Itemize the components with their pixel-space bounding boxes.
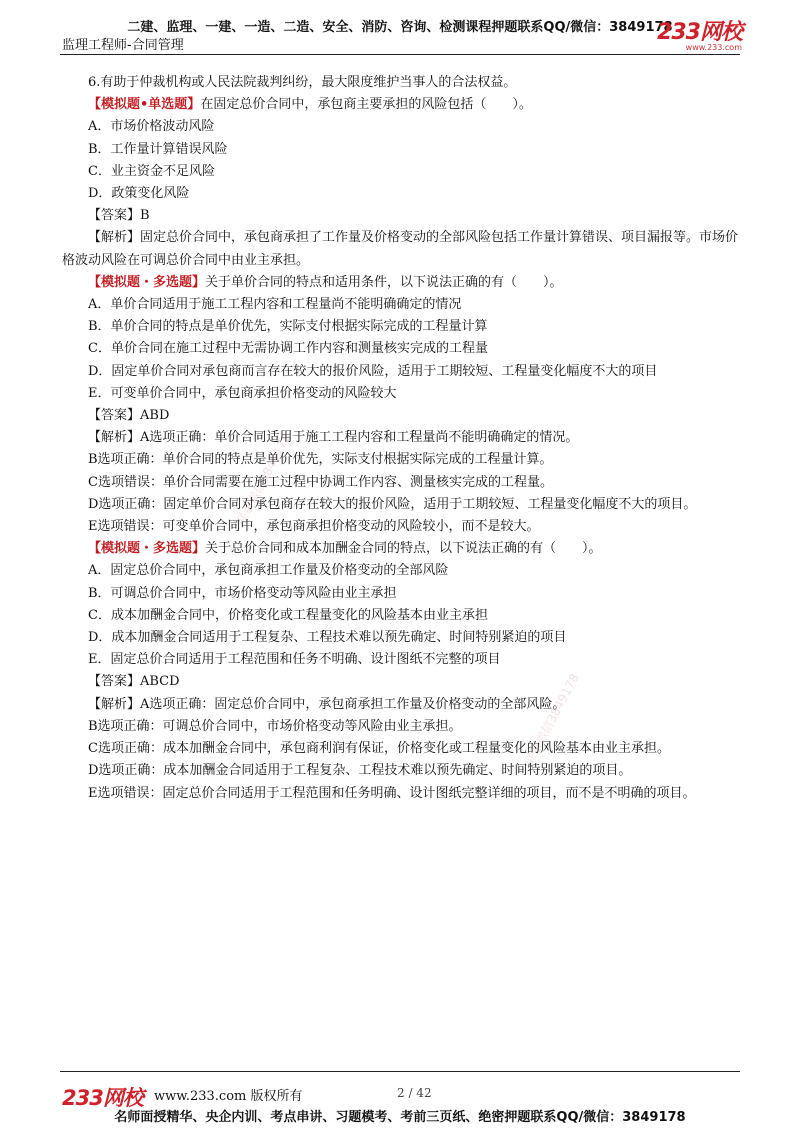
paragraph: [62, 783, 742, 805]
paragraph: [62, 538, 742, 560]
paragraph: [62, 227, 742, 271]
paragraph-text: C选项正确：成本加酬金合同中，承包商利润有保证，价格变化或工程量变化的风险基本由业主承担。: [88, 741, 670, 757]
paragraph-text: E．固定总价合同适用于工程范围和任务不明确、设计图纸不完整的项目: [88, 652, 501, 668]
paragraph-text: A．固定总价合同中，承包商承担工作量及价格变动的全部风险: [88, 563, 449, 579]
paragraph: [62, 627, 742, 649]
paragraph: [62, 427, 742, 449]
paragraph-text: C．单价合同在施工过程中无需协调工作内容和测量核实完成的工程量: [88, 341, 488, 357]
paragraph-text: E．可变单价合同中，承包商承担价格变动的风险较大: [88, 385, 397, 401]
header-divider: [60, 54, 740, 55]
page-number: 2 / 42: [397, 1086, 432, 1100]
paragraph: [62, 494, 742, 516]
paragraph-text: 在固定总价合同中，承包商主要承担的风险包括（ ）。: [200, 97, 532, 113]
document-body: [62, 72, 742, 805]
paragraph: [62, 583, 742, 605]
paragraph-text: C选项错误：单价合同需要在施工过程中协调工作内容、测量核实完成的工程量。: [88, 474, 553, 490]
paragraph: [62, 671, 742, 693]
footer-promo: 名师面授精华、央企内训、考点串讲、习题模考、考前三页纸、绝密押题联系QQ/微信：3849178: [114, 1110, 686, 1125]
paragraph-text: D．固定单价合同对承包商而言存在较大的报价风险，适用于工期较短、工程量变化幅度不大的项目: [88, 363, 658, 379]
paragraph: [62, 272, 742, 294]
paragraph: [62, 72, 742, 94]
paragraph-text: E选项错误：固定总价合同适用于工程范围和任务明确、设计图纸完整详细的项目，而不是不明确的项目。: [88, 785, 696, 801]
paragraph: [62, 405, 742, 427]
paragraph: [62, 316, 742, 338]
paragraph: [62, 338, 742, 360]
paragraph-text: D选项正确：成本加酬金合同适用于工程复杂、工程技术难以预先确定、时间特别紧迫的项目。: [88, 763, 632, 779]
paragraph-text: 【解析】A选项正确：单价合同适用于施工工程内容和工程量尚不能明确确定的情况。: [88, 430, 579, 446]
paragraph: [62, 361, 742, 383]
paragraph-text: 【答案】ABCD: [88, 674, 180, 690]
header-promo: 二建、监理、一建、一造、二造、安全、消防、咨询、检测课程押题联系QQ/微信：3849178: [127, 20, 673, 35]
paragraph: [62, 383, 742, 405]
watermark: 联系微信3849178: [521, 671, 582, 768]
paragraph-text: B．单价合同的特点是单价优先，实际支付根据实际完成的工程量计算: [88, 319, 488, 335]
question-type-tag: 【模拟题・多选题】: [88, 274, 206, 290]
paragraph-text: D选项正确：固定单价合同对承包商存在较大的报价风险，适用于工期较短、工程量变化幅度不大的项目。: [88, 496, 697, 512]
question-type-tag: 【模拟题•单选题】: [88, 97, 201, 113]
paragraph-text: B．可调总价合同中，市场价格变动等风险由业主承担: [88, 585, 397, 601]
paragraph-text: B选项正确：单价合同的特点是单价优先，实际支付根据实际完成的工程量计算。: [88, 452, 553, 468]
paragraph: [62, 183, 742, 205]
paragraph-text: C．成本加酬金合同中，价格变化或工程量变化的风险基本由业主承担: [88, 607, 488, 623]
paragraph: [62, 760, 742, 782]
paragraph-text: 关于总价合同和成本加酬金合同的特点，以下说法正确的有（ ）。: [205, 541, 602, 557]
paragraph-text: B选项正确：可调总价合同中，市场价格变动等风险由业主承担。: [88, 718, 462, 734]
watermark: 联系微信3849178: [233, 431, 294, 528]
paragraph-text: 【解析】固定总价合同中，承包商承担了工作量及价格变动的全部风险包括工作量计算错误、项目漏报等。市场价格波动风险在可调总价合同中由业主承担。: [62, 230, 739, 268]
paragraph-text: B．工作量计算错误风险: [88, 141, 228, 157]
paragraph-text: 6.有助于仲裁机构或人民法院裁判纠纷，最大限度维护当事人的合法权益。: [88, 75, 517, 90]
paragraph: [62, 472, 742, 494]
paragraph: [62, 649, 742, 671]
footer-copyright: www.233.com 版权所有: [154, 1089, 303, 1104]
paragraph: [62, 116, 742, 138]
brand-logo-text: 233网校: [657, 20, 742, 45]
paragraph-text: D．成本加酬金合同适用于工程复杂、工程技术难以预先确定、时间特别紧迫的项目: [88, 630, 567, 646]
paragraph: [62, 738, 742, 760]
brand-logo-url: www.233.com: [685, 43, 742, 52]
paragraph: [62, 716, 742, 738]
paragraph: [62, 694, 742, 716]
paragraph: [62, 94, 742, 116]
paragraph: [62, 449, 742, 471]
paragraph-text: D．政策变化风险: [88, 186, 190, 202]
paragraph-text: 【答案】ABD: [88, 408, 170, 424]
paragraph: [62, 294, 742, 316]
paragraph: [62, 161, 742, 183]
question-type-tag: 【模拟题・多选题】: [88, 541, 206, 557]
paragraph-text: 关于单价合同的特点和适用条件，以下说法正确的有（ ）。: [205, 274, 563, 290]
footer-divider: [60, 1071, 740, 1072]
paragraph-text: A．单价合同适用于施工工程内容和工程量尚不能明确确定的情况: [88, 297, 462, 313]
paragraph-text: E选项错误：可变单价合同中，承包商承担价格变动的风险较小，而不是较大。: [88, 519, 540, 535]
paragraph: [62, 139, 742, 161]
paragraph: [62, 516, 742, 538]
paragraph-text: C．业主资金不足风险: [88, 163, 215, 179]
paragraph: [62, 605, 742, 627]
paragraph: [62, 205, 742, 227]
document-subtitle: 监理工程师-合同管理: [62, 38, 184, 53]
paragraph-text: 【解析】A选项正确：固定总价合同中，承包商承担工作量及价格变动的全部风险。: [88, 696, 566, 712]
footer-logo: 233网校: [62, 1086, 143, 1110]
paragraph-text: A．市场价格波动风险: [88, 119, 215, 135]
paragraph: [62, 560, 742, 582]
brand-logo: [657, 22, 742, 52]
paragraph-text: 【答案】B: [88, 208, 150, 224]
